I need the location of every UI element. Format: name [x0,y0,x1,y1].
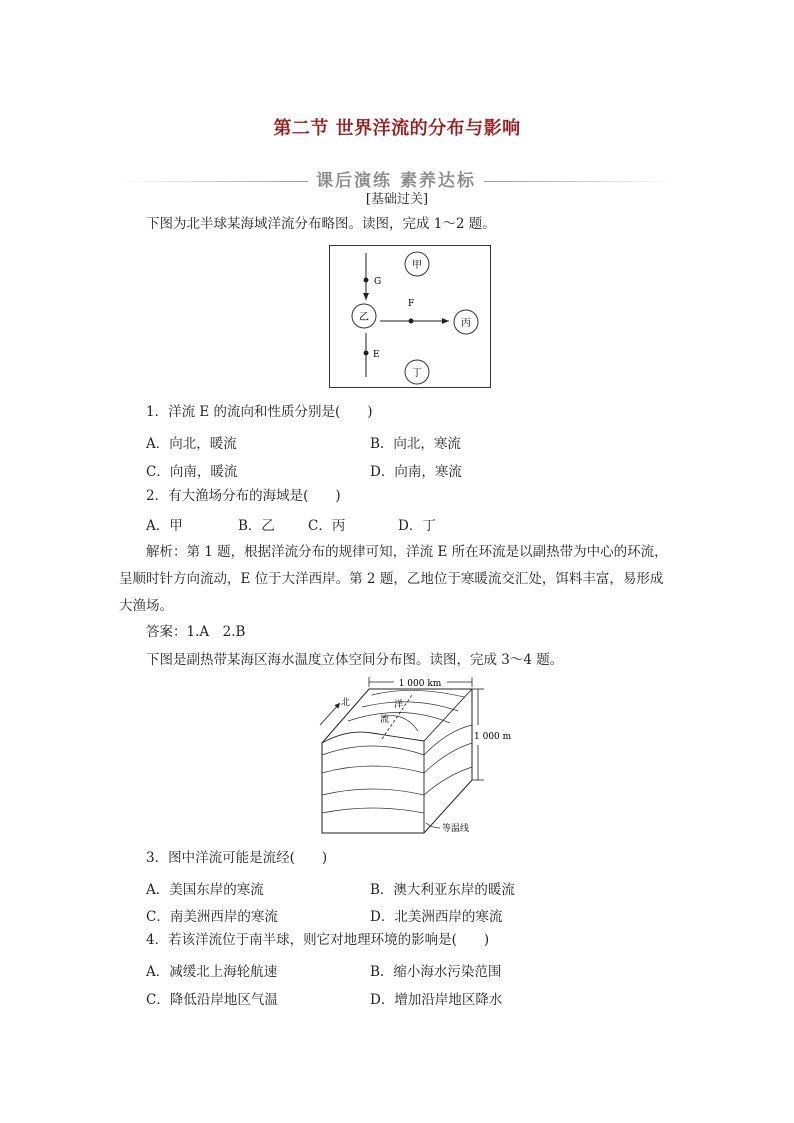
width-dimension-label: 1 000 km [398,679,442,689]
intro-text-2: 下图是副热带某海区海水温度立体空间分布图。读图，完成 3～4 题。 [146,652,564,668]
q1-option-a: A．向北，暖流 [146,436,237,452]
label-f: F [408,299,415,309]
point-g [364,278,369,283]
q3-option-a: A．美国东岸的寒流 [146,882,264,898]
block-outline [322,689,472,833]
analysis-line-1: 解析：第 1 题，根据洋流分布的规律可知，洋流 E 所在环流是以副热带为中心的环流， [146,544,668,560]
label-liu: 流 [380,715,390,725]
isotherm-legend-label: 等温线 [442,824,470,834]
q2-option-a: A．甲 [146,518,183,534]
q4-option-a: A．减缓北上海轮航速 [146,964,278,980]
q2-option-c: C．丙 [308,518,346,534]
label-yang: 洋 [394,700,404,710]
label-g: G [374,277,382,287]
banner-divider-right [484,181,674,182]
q1-option-d: D．向南，寒流 [370,464,462,480]
ocean-current-map-figure [329,245,491,389]
point-f [409,319,414,324]
point-e [364,351,369,356]
q4-option-d: D．增加沿岸地区降水 [370,992,503,1008]
q2-option-b: B．乙 [238,518,275,534]
section-banner: 课后演练 素养达标 [316,171,476,191]
page-title: 第二节 世界洋流的分布与影响 [273,118,521,139]
label-north: 北 [341,698,351,708]
label-ding: 丁 [412,368,422,379]
q2-option-d: D．丁 [398,518,436,534]
analysis-line-3: 大渔场。 [119,598,173,614]
sea-temperature-block-figure [312,673,526,839]
q4-option-c: C．降低沿岸地区气温 [146,992,278,1008]
q3-option-b: B．澳大利亚东岸的暖流 [370,882,515,898]
depth-dimension-label: 1 000 m [474,732,512,742]
answer-1-2: 答案：1.A 2.B [146,624,246,640]
analysis-line-2: 呈顺时针方向流动，E 位于大洋西岸。第 2 题，乙地位于寒暖流交汇处，饵料丰富，易形成 [119,571,664,587]
q1-stem: 1．洋流 E 的流向和性质分别是( ) [146,404,373,420]
q4-stem: 4．若该洋流位于南半球，则它对地理环境的影响是( ) [146,932,490,948]
label-e: E [373,350,380,360]
q2-stem: 2．有大渔场分布的海域是( ) [146,488,341,504]
q1-option-b: B．向北，寒流 [370,436,461,452]
q1-option-c: C．向南，暖流 [146,464,238,480]
banner-divider-left [120,181,308,182]
label-yi: 乙 [359,312,369,323]
q3-option-d: D．北美洲西岸的寒流 [370,909,503,925]
intro-text-1: 下图为北半球某海域洋流分布略图。读图，完成 1～2 题。 [146,216,496,232]
north-arrow [320,703,340,725]
q4-option-b: B．缩小海水污染范围 [370,964,502,980]
section-subheading: [基础过关] [365,192,429,207]
label-jia: 甲 [412,260,422,271]
q3-option-c: C．南美洲西岸的寒流 [146,909,278,925]
q3-stem: 3．图中洋流可能是流经( ) [146,850,328,866]
label-bing: 丙 [461,318,471,329]
